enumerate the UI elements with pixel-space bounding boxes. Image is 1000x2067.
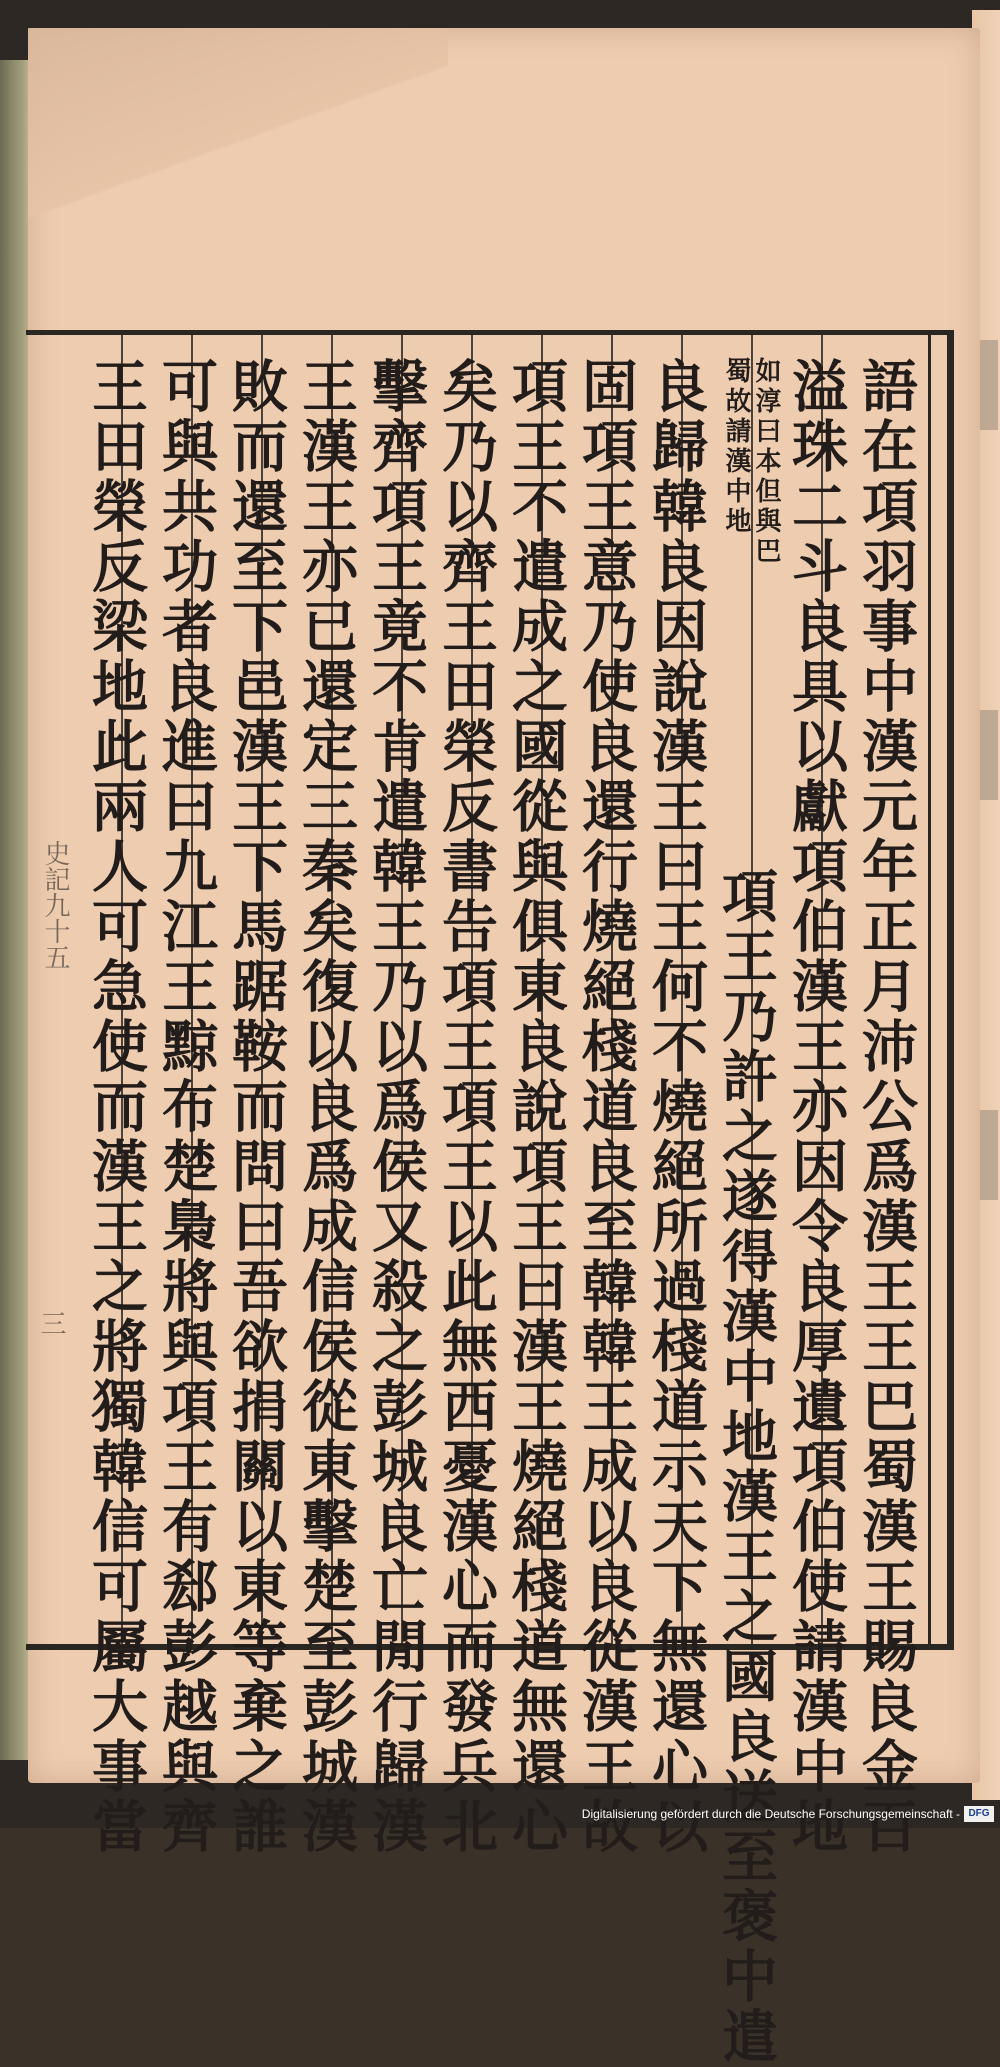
digitization-credit: Digitalisierung gefördert durch die Deutsche Forschungsgemeinschaft - xyxy=(581,1807,960,1821)
margin-page-number: 三 xyxy=(36,1310,66,1336)
commentary-line-1: 如淳曰本但與巴 xyxy=(751,357,781,567)
margin-book-title: 史記九十五 xyxy=(40,840,70,970)
text-column-11: 可與共功者良進曰九江王黥布楚梟將與項王有郄彭越與齊 xyxy=(153,357,219,1857)
frame-inner-rule xyxy=(928,335,931,1644)
commentary-line-2: 蜀故請漢中地 xyxy=(721,357,751,537)
text-column-12: 王田榮反梁地此兩人可急使而漢王之將獨韓信可屬大事當 xyxy=(83,357,149,1857)
text-column-3: 項王乃許之遂得漢中地漢王之國良送至褒中遣 xyxy=(713,867,779,2067)
text-column-7: 矣乃以齊王田榮反書告項王項王以此無西憂漢心而發兵北 xyxy=(433,357,499,1857)
text-column-2: 溢珠二斗良具以獻項伯漢王亦因令良厚遺項伯使請漢中地 xyxy=(783,357,849,1857)
folded-corner xyxy=(28,28,448,218)
text-column-5: 固項王意乃使良還行燒絕棧道良至韓韓王成以良從漢王故 xyxy=(573,357,639,1857)
text-column-10: 敗而還至下邑漢王下馬踞鞍而問曰吾欲捐關以東等棄之誰 xyxy=(223,357,289,1857)
text-column-1: 語在項羽事中漢元年正月沛公爲漢王王巴蜀漢王賜良金百 xyxy=(853,357,919,1857)
text-column-4: 良歸韓良因說漢王曰王何不燒絕所過棧道示天下無還心以 xyxy=(643,357,709,1857)
text-column-6: 項王不遣成之國從與俱東良說項王曰漢王燒絕棧道無還心 xyxy=(503,357,569,1857)
text-column-8: 擊齊項王竟不肯遣韓王乃以爲侯又殺之彭城良亡閒行歸漢 xyxy=(363,357,429,1857)
dfg-logo: DFG xyxy=(964,1806,994,1822)
text-column-9: 王漢王亦已還定三秦矣復以良爲成信侯從東擊楚至彭城漢 xyxy=(293,357,359,1857)
